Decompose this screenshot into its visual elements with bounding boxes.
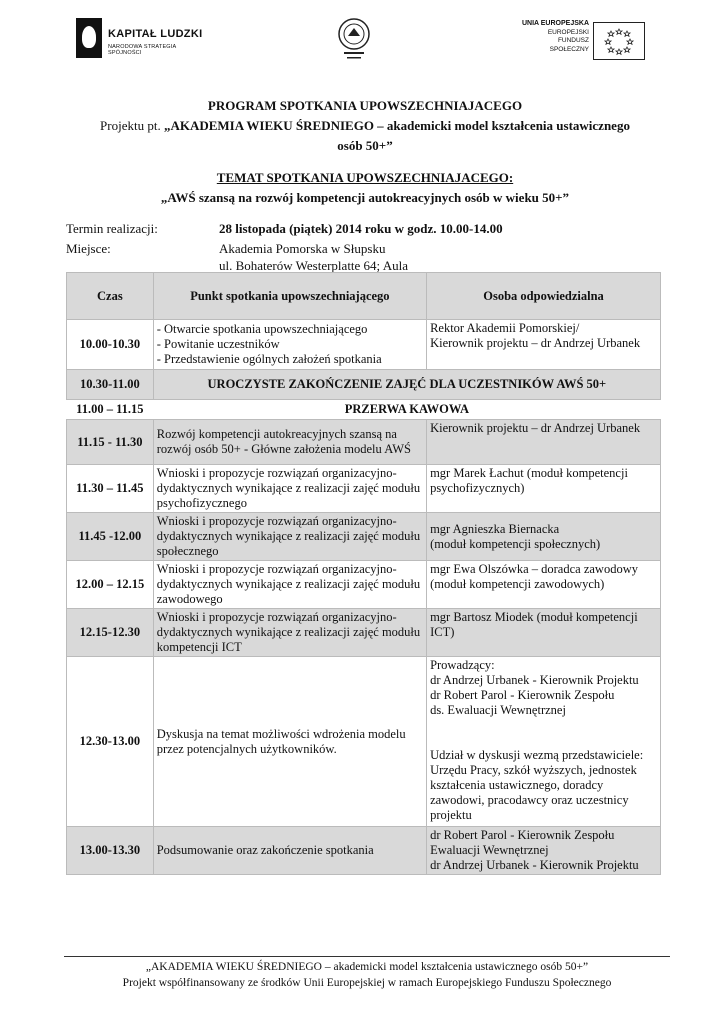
table-row	[67, 561, 661, 609]
row-person-line: dr Andrzej Urbanek - Kierownik Projektu	[430, 673, 639, 687]
row-person: mgr Bartosz Miodek (moduł kompetencji ICT)	[427, 609, 661, 657]
row-person-line: dr Robert Parol - Kierownik Zespołu	[430, 828, 615, 842]
header-person: Osoba odpowiedzialna	[427, 273, 661, 320]
row-break: PRZERWA KAWOWA	[153, 400, 660, 420]
row-item: Rozwój kompetencji autokreacyjnych szansą na rozwój osób 50+ - Główne założenia modelu AWŚ	[153, 420, 426, 465]
place-label: Miejsce:	[66, 241, 111, 256]
footer-line1: „AKADEMIA WIEKU ŚREDNIEGO – akademicki model kształcenia ustawicznego osób 50+”	[145, 961, 589, 973]
topic-label: TEMAT SPOTKANIA UPOWSZECHNIAJACEGO:	[216, 170, 514, 185]
row-time: 10.00-10.30	[67, 320, 154, 370]
row-item: Wnioski i propozycje rozwiązań organizacyjno-dydaktycznych wynikające z realizacji zajęć modułu zawodowego	[153, 561, 426, 609]
table-row	[67, 827, 661, 875]
kl-title: KAPITAŁ LUDZKI	[108, 28, 203, 40]
row-time: 11.45 -12.00	[67, 513, 154, 561]
table-row	[67, 370, 661, 400]
row-person-line: (moduł kompetencji społecznych)	[430, 536, 601, 551]
schedule-table	[66, 272, 661, 875]
row-item-line: - Powitanie uczestników	[156, 337, 280, 351]
row-person-line: Kierownik projektu – dr Andrzej Urbanek	[430, 336, 641, 350]
row-item: Wnioski i propozycje rozwiązań organizacyjno-dydaktycznych wynikające z realizacji zajęć modułu społecznego	[153, 513, 426, 561]
row-person: Kierownik projektu – dr Andrzej Urbanek	[427, 420, 661, 465]
row-item: Dyskusja na temat możliwości wdrożenia modelu przez potencjalnych użytkowników.	[153, 657, 426, 827]
row-time: 11.15 - 11.30	[67, 420, 154, 465]
table-row	[67, 420, 661, 465]
row-time: 12.15-12.30	[67, 609, 154, 657]
row-time: 11.30 – 11.45	[67, 465, 154, 513]
row-person-line: Udział w dyskusji wezmą przedstawiciele: Urzędu Pracy, szkół wyższych, jednostek kształcenia ustawicznego, doradcy zawodowi, pracodawcy oraz uczestnicy projektu	[430, 748, 644, 822]
row-person-line: (moduł kompetencji zawodowych)	[430, 577, 605, 591]
row-time: 12.00 – 12.15	[67, 561, 154, 609]
table-row	[67, 513, 661, 561]
term-label: Termin realizacji:	[66, 221, 158, 236]
row-time: 10.30-11.00	[67, 370, 154, 400]
row-time: 12.30-13.00	[67, 657, 154, 827]
row-person-line: mgr Agnieszka Biernacka	[430, 521, 560, 536]
table-row	[67, 400, 661, 420]
row-item: Wnioski i propozycje rozwiązań organizacyjno-dydaktycznych wynikające z realizacji zajęć modułu kompetencji ICT	[153, 609, 426, 657]
ue-line1: UNIA EUROPEJSKA	[521, 20, 589, 27]
program-title: PROGRAM SPOTKANIA UPOWSZECHNIAJACEGO	[207, 98, 523, 113]
project-name: „AKADEMIA WIEKU ŚREDNIEGO – akademicki model kształcenia ustawicznego	[163, 118, 630, 133]
table-header-row	[67, 273, 661, 320]
row-item-line: - Otwarcie spotkania upowszechniającego	[156, 322, 368, 336]
header-time: Czas	[67, 273, 154, 320]
kapital-ludzki-icon	[76, 18, 102, 58]
term-value: 28 listopada (piątek) 2014 roku w godz. 10.00-14.00	[219, 221, 503, 236]
row-item: Wnioski i propozycje rozwiązań organizacyjno-dydaktycznych wynikające z realizacji zajęć modułu psychofizycznego	[153, 465, 426, 513]
row-person-line: dr Robert Parol - Kierownik Zespołu	[430, 688, 615, 702]
header-item: Punkt spotkania upowszechniającego	[153, 273, 426, 320]
place-line2: ul. Bohaterów Westerplatte 64; Aula	[219, 258, 408, 273]
row-person-line: Rektor Akademii Pomorskiej/	[430, 321, 580, 335]
table-row	[67, 465, 661, 513]
table-row	[67, 320, 661, 370]
row-person-line: ds. Ewaluacji Wewnętrznej	[430, 703, 566, 717]
ue-line2: EUROPEJSKI	[547, 28, 589, 36]
row-person-line: Ewaluacji Wewnętrznej	[430, 843, 549, 857]
row-time: 13.00-13.30	[67, 827, 154, 875]
row-time: 11.00 – 11.15	[67, 400, 154, 420]
kapital-ludzki-logo	[76, 18, 206, 62]
row-person: mgr Marek Łachut (moduł kompetencji psychofizycznych)	[427, 465, 661, 513]
eu-logo	[520, 18, 645, 62]
header-logos	[0, 14, 725, 64]
topic-title: „AWŚ szansą na rozwój kompetencji autokreacyjnych osób w wieku 50+”	[160, 190, 570, 205]
project-name-end: osób 50+”	[337, 138, 393, 153]
row-item-line: - Przedstawienie ogólnych założeń spotkania	[156, 352, 382, 366]
place-line1: Akademia Pomorska w Słupsku	[219, 241, 386, 256]
footer-line2: Projekt współfinansowany ze środków Unii Europejskiej w ramach Europejskiego Funduszu Społecznego	[122, 977, 612, 989]
title-block	[60, 96, 670, 208]
row-person-line: mgr Ewa Olszówka – doradca zawodowy	[430, 562, 638, 576]
project-prefix: Projektu pt.	[100, 118, 164, 133]
page-footer	[64, 956, 670, 991]
table-row	[67, 657, 661, 827]
row-person-line: dr Andrzej Urbanek - Kierownik Projektu	[430, 858, 639, 872]
row-ceremony: UROCZYSTE ZAKOŃCZENIE ZAJĘĆ DLA UCZESTNIKÓW AWŚ 50+	[153, 370, 660, 400]
row-item: Podsumowanie oraz zakończenie spotkania	[153, 827, 426, 875]
table-row	[67, 609, 661, 657]
kl-subtitle: NARODOWA STRATEGIA SPÓJNOŚCI	[108, 44, 177, 56]
ue-line3: FUNDUSZ SPOŁECZNY	[549, 37, 589, 53]
row-person-line: Prowadzący:	[430, 658, 495, 672]
akademia-pomorska-emblem-icon	[334, 14, 374, 64]
eu-flag-icon	[593, 22, 645, 60]
